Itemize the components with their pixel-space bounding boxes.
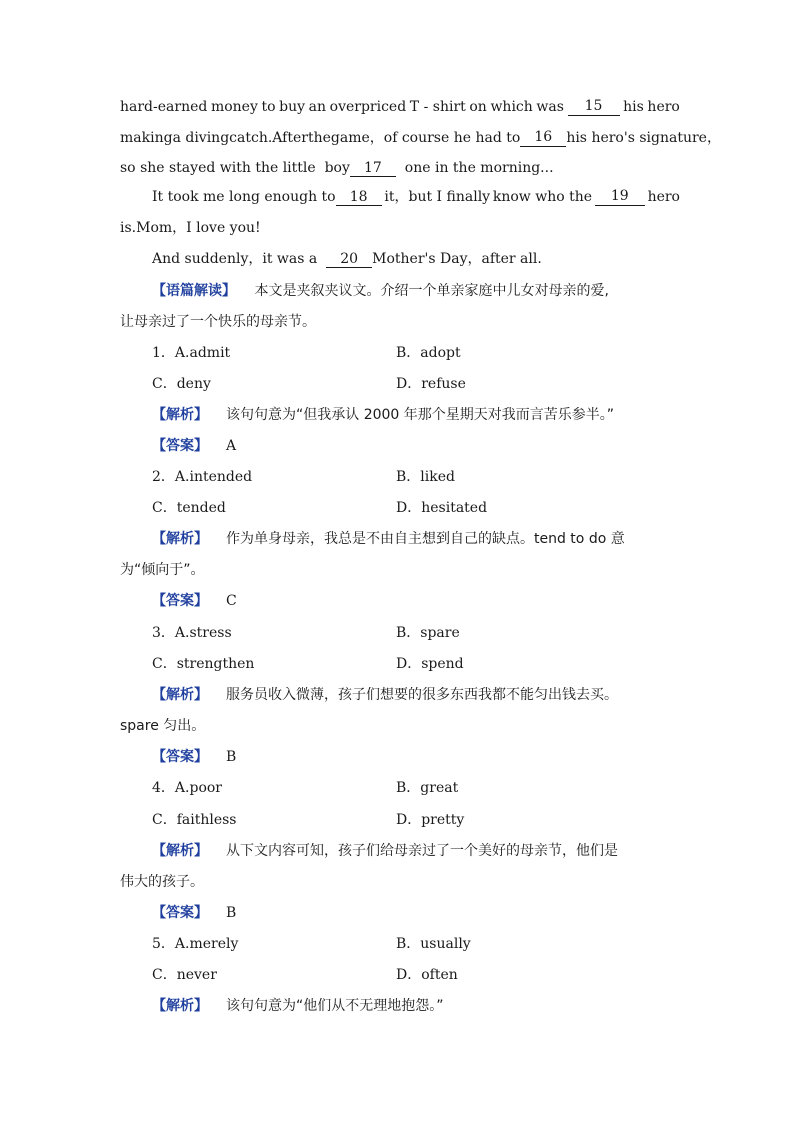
q2-explanation-cont: 为“倾向于”。	[120, 562, 205, 578]
q5-option-b: B．usually	[396, 936, 471, 952]
q4-answer: 【答案】 B	[152, 905, 237, 921]
q2-explanation: 【解析】 作为单身母亲，我总是不由自主想到自己的缺点。tend to do 意	[152, 531, 625, 547]
blank-19: 19	[595, 188, 645, 206]
word: his hero's signature	[566, 130, 707, 146]
word: boy	[324, 160, 350, 176]
word: Mother's Day，after all.	[372, 251, 542, 267]
word: making	[120, 130, 173, 146]
word: the	[307, 130, 331, 146]
passage-line-6	[152, 250, 680, 268]
analysis-tag: 【语篇解读】	[152, 283, 236, 299]
word: an	[308, 99, 327, 115]
passage-line-1	[120, 98, 680, 116]
word: one in the morning...	[404, 160, 554, 176]
q3-explanation: 【解析】 服务员收入微薄，孩子们想要的很多东西我都不能匀出钱去买。	[152, 687, 618, 703]
q4-option-b: B．great	[396, 780, 459, 796]
word: And suddenly，it was a	[152, 251, 318, 267]
analysis-text: 本文是夹叙夹议文。介绍一个单亲家庭中儿女对母亲的爱,	[254, 283, 609, 299]
q3-explanation-cont: spare 匀出。	[120, 718, 206, 734]
q2-option-a: 2．A.intended	[152, 469, 253, 485]
q4-option-a: 4．A.poor	[152, 780, 222, 796]
word: know who the	[492, 189, 593, 205]
word: so she stayed with the little	[120, 160, 316, 176]
word: buy	[279, 99, 306, 115]
q3-option-b: B．spare	[396, 625, 460, 641]
passage-line-3	[120, 159, 680, 177]
blank-16: 16	[520, 129, 566, 147]
q5-option-c: C．never	[152, 967, 217, 983]
word: T - shirt	[409, 99, 466, 115]
q5-option-a: 5．A.merely	[152, 936, 239, 952]
word: which	[490, 99, 533, 115]
word: a diving	[172, 130, 230, 146]
blank-15: 15	[568, 98, 620, 116]
blank-20: 20	[326, 251, 372, 268]
q5-explanation: 【解析】 该句句意为“他们从不无理地抱怨。”	[152, 998, 444, 1014]
q3-option-c: C．strengthen	[152, 656, 255, 672]
blank-17: 17	[350, 160, 396, 177]
word: his	[623, 99, 644, 115]
q2-option-c: C．tended	[152, 500, 226, 516]
q1-explanation: 【解析】 该句句意为“但我承认 2000 年那个星期天对我而言苦乐参半。”	[152, 407, 615, 423]
q4-option-c: C．faithless	[152, 812, 237, 828]
word: on	[469, 99, 487, 115]
q1-option-c: C．deny	[152, 376, 211, 392]
q5-option-d: D．often	[396, 967, 458, 983]
word: It took me long enough to	[152, 189, 336, 205]
q4-explanation: 【解析】 从下文内容可知，孩子们给母亲过了一个美好的母亲节，他们是	[152, 843, 618, 859]
q3-option-d: D．spend	[396, 656, 464, 672]
q1-answer: 【答案】 A	[152, 438, 237, 454]
blank-18: 18	[336, 189, 382, 206]
word: it，but I finally	[384, 189, 491, 205]
q4-explanation-cont: 伟大的孩子。	[120, 874, 204, 890]
word: money	[210, 99, 258, 115]
word: hard-earned	[120, 99, 208, 115]
word: catch.After	[229, 130, 308, 146]
word: was	[536, 99, 564, 115]
analysis-line-1	[152, 282, 680, 300]
word: to	[261, 99, 276, 115]
passage-line-4	[152, 188, 680, 206]
word: overpriced	[329, 99, 407, 115]
q3-answer: 【答案】 B	[152, 749, 237, 765]
q1-option-b: B．adopt	[396, 345, 461, 361]
analysis-line-2: 让母亲过了一个快乐的母亲节。	[120, 314, 316, 330]
q2-option-d: D．hesitated	[396, 500, 488, 516]
word: game	[330, 130, 370, 146]
q2-answer: 【答案】 C	[152, 593, 237, 609]
word: hero	[647, 189, 680, 205]
passage-line-5: is.Mom，I love you!	[120, 220, 261, 236]
passage-line-2	[120, 129, 721, 147]
word: hero	[647, 99, 680, 115]
q1-option-a: 1．A.admit	[152, 345, 231, 361]
word: ，	[706, 130, 721, 146]
q2-option-b: B．liked	[396, 469, 455, 485]
q3-option-a: 3．A.stress	[152, 625, 232, 641]
q1-option-d: D．refuse	[396, 376, 466, 392]
q4-option-d: D．pretty	[396, 812, 465, 828]
word: ，of course he had to	[369, 130, 521, 146]
